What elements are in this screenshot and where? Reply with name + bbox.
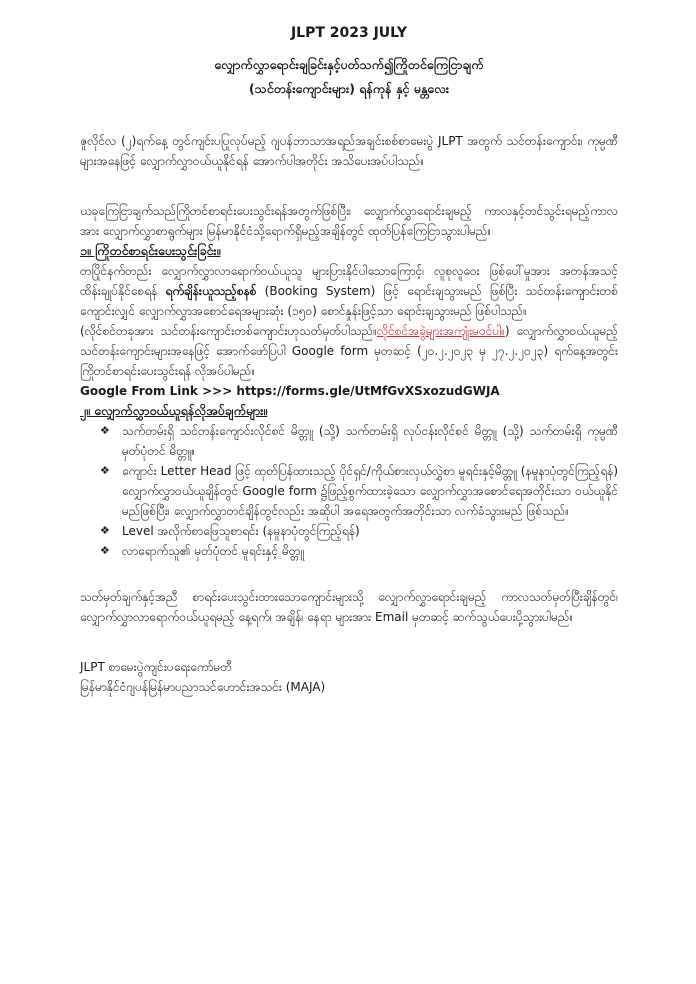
- list-item: ❖ Level အလိုက်စာဖြေသူစာရင်း (နမူနာပုံတွင်ကြည့်ရန်): [100, 521, 618, 541]
- license-paragraph: [80, 321, 618, 381]
- section-2-heading: ၂။ လျှောက်လွှာဝယ်ယူရန်လိုအပ်ချက်များ။: [80, 403, 268, 418]
- list-item: ❖ လာရောက်သူ၏ မှတ်ပုံတင် မူရင်းနှင့် မိတ္တူ: [100, 541, 618, 561]
- google-form-link[interactable]: Google From Link >>> https://forms.gle/UtMfGvXSxozudGWJA: [80, 384, 500, 398]
- document-subtitle-location: (သင်တန်းကျောင်းများ) ရန်ကုန် နှင့် မန္တလေး: [248, 81, 449, 96]
- signature-association: မြန်မာနိုင်ငံဂျပန်မြန်မာပညာသင်ဟောင်းအသင်း (MAJA): [80, 680, 326, 694]
- license-text-after: ) လျှောက်လွှာဝယ်ယူမည့် သင်တန်းကျောင်းများအနေဖြင့် အောက်ဖော်ပြပါ Google form မှတဆင့် (၂၀.၂.၂၀၂၃ မှ ၂၇.၂.၂၀၂၃) ရက်နေ့အတွင်း ကြိုတင်စာရင်းပေးသွင်းရန် လိုအပ်ပါမည်။: [80, 324, 618, 378]
- signature-block: [80, 657, 618, 697]
- booking-paragraph: [80, 261, 618, 321]
- sub-license-note: လိုင်စင်အခွဲများအကျုံးမဝင်ပါ။: [376, 324, 505, 338]
- diamond-bullet-icon: ❖: [100, 464, 110, 477]
- section-1-heading: ၁။ ကြိုတင်စာရင်းပေးသွင်းခြင်း။: [80, 243, 221, 258]
- diamond-bullet-icon: ❖: [100, 524, 110, 537]
- requirements-list: [80, 421, 618, 561]
- list-item: ❖ သက်တမ်းရှိ သင်တန်းကျောင်းလိုင်စင် မိတ္တူ (သို့) သက်တမ်းရှိ လုပ်ငန်းလိုင်စင် မိတ္တူ (သို့) သက်တမ်းရှိ ကုမ္ပဏီမှတ်ပုံတင် မိတ္တူ။: [100, 421, 618, 461]
- list-item: ❖ ကျောင်း Letter Head ဖြင့် ထုတ်ပြန်ထားသည့် ပိုင်ရှင်/ကိုယ်စားလှယ်လွှဲစာ မူရင်းနှင့်မိတ္တူ (နမူနာပုံတွင်ကြည့်ရန်) လျှောက်လွှာဝယ်ယူချိန်တွင် Google form ၌ဖြည့်စွက်ထားခဲ့သော လျှောက်လွှာအစောင်ရေအတိုင်းသာ ဝယ်ယူနိုင်မည်ဖြစ်ပြီး၊ လျှောက်လွှာတင်ချိန်တွင်လည်း အဆိုပါ အရေအတွက်အတိုင်းသာ လက်ခံသွားမည် ဖြစ်သည်။: [100, 461, 618, 521]
- document-subtitle: လျှောက်လွှာရောင်းချခြင်းနှင့်ပတ်သက်၍ကြိုတင်ကြေငြာချက်: [214, 57, 484, 72]
- diamond-bullet-icon: ❖: [100, 544, 110, 557]
- diamond-bullet-icon: ❖: [100, 424, 110, 437]
- notice-paragraph: ယခုကြေငြာချက်သည်ကြိုတင်စာရင်းပေးသွင်းရန်အတွက်ဖြစ်ပြီး၊ လျှောက်လွှာရောင်းချမည့် ကာလနှင့်တင်သွင်းရမည့်ကာလအား လျှောက်လွှာစာရွက်များ မြန်မာနိုင်ငံသို့ရောက်ရှိမည့်အချိန်တွင် ထုတ်ပြန်ကြေငြာသွားပါမည်။: [80, 204, 618, 238]
- closing-paragraph: သတ်မှတ်ချက်နှင့်အညီ စာရင်းပေးသွင်းထားသောကျောင်းများသို့ လျှောက်လွှာရောင်းချမည့် ကာလသတ်မှတ်ပြီးချိန်တွင်၊ လျှောက်လွှာလာရောက်ဝယ်ယူရမည့် နေ့ရက်၊ အချိန်၊ နေရာ များအား Email မှတဆင့် ဆက်သွယ်ပေးပို့သွားပါမည်။: [80, 590, 618, 624]
- intro-paragraph: ဇူလိုင်လ (၂)ရက်နေ့ တွင်ကျင်းပပြုလုပ်မည့် ဂျပန်ဘာသာအရည်အချင်းစစ်စာမေးပွဲ JLPT အတွက် သင်တန်းကျောင်း၊ ကုမ္ပဏီများအနေဖြင့် လျှောက်လွှာဝယ်ယူနိုင်ရန် အောက်ပါအတိုင်း အသိပေးအပ်ပါသည်။: [80, 134, 618, 168]
- booking-system-bold: ရက်ချိန်းယူသည့်စနစ်: [165, 284, 257, 298]
- booking-text-after: (Booking System) ဖြင့် ရောင်းချသွားမည် ဖြစ်ပြီး သင်တန်းကျောင်းတစ်ကျောင်းလျှင် လျှောက်လွှာအစောင်ရေအများဆုံး (၁၅၀) စောင်နှုန်းဖြင့်သာ ရောင်းချသွားမည် ဖြစ်ပါသည်။: [80, 284, 618, 318]
- booking-text-before: တပြိုင်နက်တည်း လျှောက်လွှာလာရောက်ဝယ်ယူသူ များပြားနိုင်ပါသောကြောင့်၊ လူစုလူဝေး ဖြစ်ပေါ်မှုအား အတန်အသင့် ထိန်းချုပ်နိုင်စေရန်: [80, 264, 618, 298]
- document-title: JLPT 2023 JULY: [290, 25, 408, 41]
- license-text-before: (လိုင်စင်တခုအား သင်တန်းကျောင်းတစ်ကျောင်းဟုသတ်မှတ်ပါသည်။: [80, 324, 377, 338]
- signature-committee: JLPT စာမေးပွဲကျင်းပရေးကော်မတီ: [80, 660, 232, 674]
